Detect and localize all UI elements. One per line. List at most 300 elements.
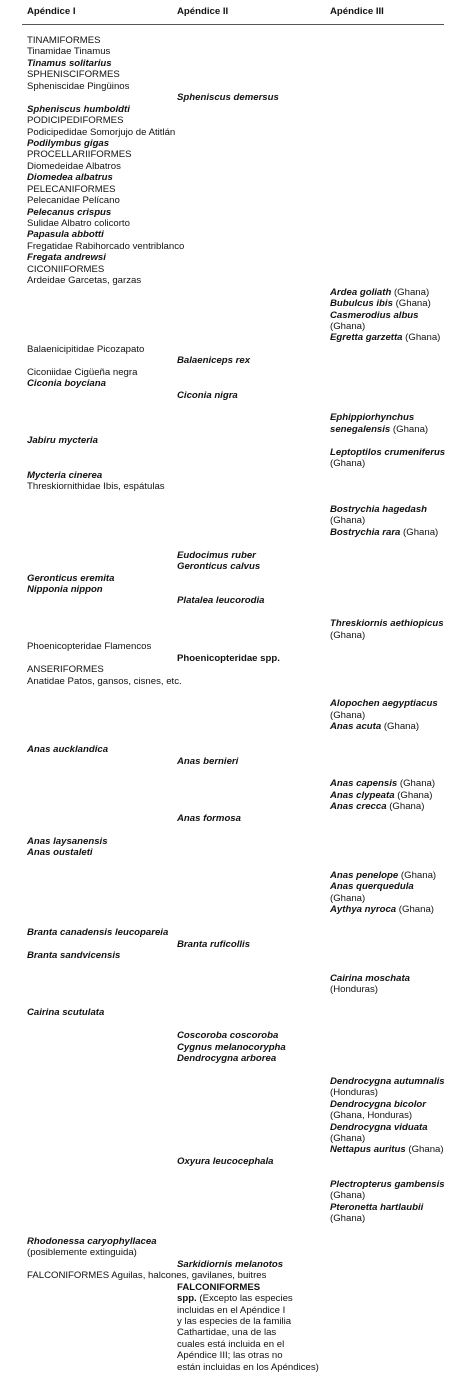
appendix-3-cell — [330, 881, 414, 892]
species-name: Anas crecca — [330, 801, 387, 813]
table-row — [0, 275, 467, 286]
table-row — [0, 35, 467, 46]
species-name: Anas aucklandica — [27, 744, 109, 756]
appendix-3-cell — [330, 1110, 412, 1121]
table-row — [0, 618, 467, 629]
species-name: Branta canadensis leucopareia — [27, 927, 169, 939]
cell-text: PROCELLARIIFORMES — [27, 149, 132, 161]
table-row — [0, 355, 467, 366]
table-row — [0, 367, 467, 378]
appendix-3-cell — [330, 298, 431, 309]
species-name: Cairina moschata — [330, 972, 410, 984]
appendix-2-cell — [177, 1350, 283, 1361]
table-row — [0, 493, 467, 504]
species-name: Pteronetta hartlaubii — [330, 1201, 424, 1213]
table-row — [0, 115, 467, 126]
table-row — [0, 756, 467, 767]
cell-text: cuales está incluida en el — [177, 1338, 285, 1350]
appendix-1-cell — [27, 1236, 157, 1247]
table-row — [0, 778, 467, 789]
appendix-1-cell — [27, 378, 106, 389]
table-row — [0, 1053, 467, 1064]
table-row — [0, 584, 467, 595]
appendix-3-cell — [330, 904, 434, 915]
table-row — [0, 515, 467, 526]
cell-text: TINAMIFORMES — [27, 35, 101, 46]
appendix-1-cell — [27, 676, 182, 687]
appendix-2-cell — [177, 813, 241, 824]
appendix-1-cell — [27, 744, 108, 755]
cell-text: (Ghana) — [330, 629, 366, 641]
appendix-2-cell — [177, 1327, 276, 1338]
appendix-1-cell — [27, 104, 130, 115]
appendix-2-cell — [177, 1053, 276, 1064]
species-name: Ardea goliath — [330, 286, 392, 298]
appendix-1-cell — [27, 172, 113, 183]
table-row — [0, 733, 467, 744]
table-row — [0, 1327, 467, 1338]
cell-text: están incluidas en los Apéndices) — [177, 1361, 319, 1373]
species-name: Sarkidiornis melanotos — [177, 1258, 284, 1270]
appendix-3-cell — [330, 984, 378, 995]
cell-text: SPHENISCIFORMES — [27, 69, 120, 81]
table-row — [0, 378, 467, 389]
species-name: Leptoptilos crumeniferus — [330, 446, 446, 458]
header-appendix-3: Apéndice III — [330, 6, 384, 17]
table-row — [0, 1179, 467, 1190]
table-row — [0, 470, 467, 481]
species-name: Coscoroba coscoroba — [177, 1030, 279, 1042]
species-name: Oxyura leucocephala — [177, 1155, 274, 1167]
table-row — [0, 1110, 467, 1121]
appendix-2-cell — [177, 1282, 260, 1293]
table-row — [0, 46, 467, 57]
table-row — [0, 321, 467, 332]
appendix-3-cell — [330, 973, 410, 984]
table-row — [0, 676, 467, 687]
species-name: Aythya nyroca — [330, 904, 397, 916]
cell-text: (Ghana) — [330, 1213, 366, 1225]
table-row — [0, 1236, 467, 1247]
appendix-1-cell — [27, 207, 111, 218]
appendix-3-cell — [330, 310, 419, 321]
species-name: Jabiru mycteria — [27, 435, 98, 447]
cell-text: Phoenicopteridae Flamencos — [27, 641, 152, 653]
table-row — [0, 790, 467, 801]
species-name: Egretta garzetta — [330, 332, 403, 344]
table-row — [0, 412, 467, 423]
species-name: Dendrocygna arborea — [177, 1052, 277, 1064]
table-row — [0, 927, 467, 938]
cell-text: Pelecanidae Pelícano — [27, 195, 120, 207]
appendix-1-cell — [27, 1007, 104, 1018]
species-name: Geronticus eremita — [27, 572, 115, 584]
appendix-1-cell — [27, 664, 104, 675]
table-row — [0, 447, 467, 458]
table-row — [0, 984, 467, 995]
cell-text: Ciconiidae Cigüeña negra — [27, 366, 138, 378]
table-row — [0, 229, 467, 240]
appendix-3-cell — [330, 778, 435, 789]
cell-text: Tinamidae Tinamus — [27, 46, 111, 58]
appendix-2-cell — [177, 653, 280, 664]
appendix-2-cell — [177, 550, 256, 561]
appendix-3-cell — [330, 1213, 365, 1224]
appendix-1-cell — [27, 127, 175, 138]
table-row — [0, 950, 467, 961]
appendix-1-cell — [27, 252, 106, 263]
appendix-2-cell — [177, 1030, 278, 1041]
table-row — [0, 310, 467, 321]
appendix-2-cell — [177, 756, 238, 767]
species-name: Nipponia nippon — [27, 584, 103, 595]
table-row — [0, 104, 467, 115]
appendix-1-cell — [27, 481, 165, 492]
appendix-2-cell — [177, 1362, 319, 1373]
table-row — [0, 298, 467, 309]
cell-text: PODICIPEDIFORMES — [27, 115, 124, 127]
appendix-2-cell — [177, 355, 250, 366]
cell-text: (Ghana) — [390, 423, 429, 435]
table-row — [0, 161, 467, 172]
appendix-3-cell — [330, 1133, 365, 1144]
table-row — [0, 607, 467, 618]
appendix-3-cell — [330, 447, 445, 458]
appendix-3-cell — [330, 893, 365, 904]
species-name: Plectropterus gambensis — [330, 1178, 445, 1190]
table-row — [0, 195, 467, 206]
table-row — [0, 1270, 467, 1281]
table-row — [0, 847, 467, 858]
cell-text: (Excepto las especies — [196, 1293, 293, 1305]
table-row — [0, 859, 467, 870]
appendix-3-cell — [330, 1144, 444, 1155]
appendix-3-cell — [330, 1076, 445, 1087]
table-row — [0, 595, 467, 606]
appendix-1-cell — [27, 218, 130, 229]
table-row — [0, 92, 467, 103]
table-row — [0, 1213, 467, 1224]
appendix-3-cell — [330, 1087, 378, 1098]
table-row — [0, 172, 467, 183]
appendix-1-cell — [27, 836, 108, 847]
table-row — [0, 138, 467, 149]
table-row — [0, 1259, 467, 1270]
appendix-1-cell — [27, 275, 141, 286]
species-name: Anas capensis — [330, 778, 398, 790]
appendix-2-cell — [177, 1316, 291, 1327]
table-row — [0, 893, 467, 904]
table-row — [0, 996, 467, 1007]
cell-text: (Ghana) — [400, 526, 439, 538]
cell-text: (Ghana) — [330, 458, 366, 470]
appendix-3-cell — [330, 1099, 426, 1110]
cell-text: (Ghana) — [392, 298, 431, 310]
table-row — [0, 1339, 467, 1350]
species-name: Bostrychia hagedash — [330, 503, 428, 515]
species-name: Anas penelope — [330, 869, 399, 881]
table-row — [0, 264, 467, 275]
table-row — [0, 904, 467, 915]
species-name: Anas acuta — [330, 721, 382, 733]
cell-text: incluidas en el Apéndice I — [177, 1304, 286, 1316]
table-row — [0, 1167, 467, 1178]
species-name: Tinamus solitarius — [27, 57, 112, 69]
cell-text: (Ghana) — [330, 1133, 366, 1144]
table-row — [0, 127, 467, 138]
species-name: Cairina scutulata — [27, 1007, 105, 1019]
appendix-3-cell — [330, 412, 414, 423]
species-table — [0, 35, 467, 1373]
table-row — [0, 1042, 467, 1053]
table-row — [0, 801, 467, 812]
table-row — [0, 721, 467, 732]
species-name: Cygnus melanocorypha — [177, 1041, 286, 1053]
appendix-1-cell — [27, 138, 109, 149]
table-row — [0, 1007, 467, 1018]
table-row — [0, 69, 467, 80]
appendix-1-cell — [27, 195, 120, 206]
table-row — [0, 1282, 467, 1293]
cell-text: (Ghana) — [381, 721, 420, 733]
table-row — [0, 916, 467, 927]
cell-text: (Ghana) — [330, 320, 366, 332]
appendix-3-cell — [330, 1202, 423, 1213]
appendix-1-cell — [27, 584, 103, 595]
appendix-3-cell — [330, 698, 438, 709]
table-row — [0, 1362, 467, 1373]
species-name: Platalea leucorodia — [177, 595, 265, 607]
table-row — [0, 435, 467, 446]
appendix-1-cell — [27, 573, 114, 584]
cell-text: Anatidae Patos, gansos, cisnes, etc. — [27, 675, 182, 687]
cell-text: (Ghana) — [397, 778, 436, 790]
table-row — [0, 550, 467, 561]
species-name: senegalensis — [330, 423, 391, 435]
table-row — [0, 824, 467, 835]
table-row — [0, 881, 467, 892]
table-row — [0, 687, 467, 698]
table-row — [0, 527, 467, 538]
table-row — [0, 641, 467, 652]
cell-text: (Ghana) — [396, 904, 434, 916]
table-row — [0, 961, 467, 972]
species-name: Spheniscus demersus — [177, 92, 279, 104]
appendix-2-cell — [177, 1156, 274, 1167]
appendix-2-cell — [177, 1305, 285, 1316]
appendix-3-cell — [330, 1190, 365, 1201]
appendix-1-cell — [27, 69, 120, 80]
table-row — [0, 630, 467, 641]
appendix-2-cell — [177, 561, 260, 572]
table-row — [0, 1099, 467, 1110]
appendix-1-cell — [27, 344, 144, 355]
appendix-3-cell — [330, 801, 424, 812]
appendix-2-cell — [177, 595, 264, 606]
cell-text: (Ghana, Honduras) — [330, 1110, 413, 1122]
table-row — [0, 252, 467, 263]
appendix-1-cell — [27, 470, 102, 481]
species-name: Anas querquedula — [330, 881, 414, 893]
table-row — [0, 1076, 467, 1087]
cell-text: FALCONIFORMES Aguilas, halcones, gavilanes, buitres — [27, 1270, 267, 1282]
species-name: Anas bernieri — [177, 755, 239, 767]
table-row — [0, 207, 467, 218]
cell-text: PELECANIFORMES — [27, 183, 116, 195]
cell-text: (Ghana) — [398, 869, 437, 881]
cell-text: Diomedeidae Albatros — [27, 160, 121, 172]
table-row — [0, 58, 467, 69]
table-row — [0, 241, 467, 252]
table-row — [0, 332, 467, 343]
species-name: Branta sandvicensis — [27, 950, 121, 961]
species-name: Bostrychia rara — [330, 526, 401, 538]
table-row — [0, 424, 467, 435]
table-row — [0, 344, 467, 355]
appendix-3-cell — [330, 710, 365, 721]
table-row — [0, 561, 467, 572]
appendix-3-cell — [330, 630, 365, 641]
species-name: Diomedea albatrus — [27, 172, 113, 184]
cell-text: (Ghana) — [391, 286, 430, 298]
cell-text: y las especies de la familia — [177, 1316, 292, 1327]
appendix-2-cell — [177, 1339, 284, 1350]
appendix-2-cell — [177, 939, 250, 950]
species-name: Ciconia nigra — [177, 389, 238, 401]
species-name: Bubulcus ibis — [330, 298, 393, 310]
table-row — [0, 1305, 467, 1316]
species-name: Anas clypeata — [330, 789, 395, 801]
table-row — [0, 504, 467, 515]
appendix-3-cell — [330, 424, 428, 435]
table-row — [0, 401, 467, 412]
table-row — [0, 767, 467, 778]
table-row — [0, 1144, 467, 1155]
appendix-3-cell — [330, 527, 438, 538]
species-name: Papasula abbotti — [27, 229, 104, 241]
appendix-3-cell — [330, 287, 429, 298]
cell-text: (Ghana) — [330, 892, 366, 904]
cell-text: Podicipedidae Somorjujo de Atitlán — [27, 126, 176, 138]
cell-text: Sulidae Albatro colicorto — [27, 218, 130, 229]
cell-text: Fregatidae Rabihorcado ventriblanco — [27, 240, 185, 252]
appendix-3-cell — [330, 1122, 428, 1133]
appendix-2-cell — [177, 92, 279, 103]
header-appendix-2: Apéndice II — [177, 6, 229, 17]
table-row — [0, 1190, 467, 1201]
appendix-1-cell — [27, 264, 104, 275]
table-row — [0, 1156, 467, 1167]
table-row — [0, 1350, 467, 1361]
table-row — [0, 836, 467, 847]
appendix-3-cell — [330, 458, 365, 469]
header-rule — [22, 24, 444, 25]
cell-text: Phoenicopteridae spp. — [177, 652, 280, 664]
cell-text: Cathartidae, una de las — [177, 1327, 277, 1339]
appendix-1-cell — [27, 184, 116, 195]
cell-text: (posiblemente extinguida) — [27, 1247, 137, 1259]
species-name: Branta ruficollis — [177, 938, 251, 950]
cell-text: Ardeidae Garcetas, garzas — [27, 275, 142, 287]
appendix-3-cell — [330, 790, 432, 801]
appendix-1-cell — [27, 1247, 137, 1258]
table-row — [0, 1202, 467, 1213]
cell-text: Apéndice III; las otras no — [177, 1350, 283, 1362]
table-row — [0, 870, 467, 881]
table-row — [0, 538, 467, 549]
cell-text: FALCONIFORMES — [177, 1281, 261, 1293]
appendix-1-cell — [27, 46, 110, 57]
cell-text: Spheniscidae Pingüinos — [27, 80, 130, 92]
cell-text: (Ghana) — [330, 709, 366, 721]
species-name: Anas formosa — [177, 812, 241, 824]
table-row — [0, 1247, 467, 1258]
table-row — [0, 1316, 467, 1327]
appendix-3-cell — [330, 321, 365, 332]
species-name: Dendrocygna viduata — [330, 1121, 428, 1133]
table-row — [0, 1019, 467, 1030]
appendix-1-cell — [27, 927, 168, 938]
table-row — [0, 390, 467, 401]
species-name: Fregata andrewsi — [27, 252, 106, 264]
table-row — [0, 481, 467, 492]
cell-text: (Ghana) — [405, 1144, 444, 1156]
table-row — [0, 1064, 467, 1075]
table-row — [0, 664, 467, 675]
appendix-1-cell — [27, 149, 132, 160]
table-row — [0, 184, 467, 195]
appendix-1-cell — [27, 367, 137, 378]
table-row — [0, 939, 467, 950]
species-name: Anas laysanensis — [27, 835, 108, 847]
species-name: Threskiornis aethiopicus — [330, 618, 444, 630]
table-row — [0, 1225, 467, 1236]
cell-text: (Ghana) — [330, 515, 366, 527]
cell-text: CICONIIFORMES — [27, 263, 105, 275]
species-name: Dendrocygna bicolor — [330, 1098, 426, 1110]
species-name: Geronticus calvus — [177, 561, 261, 573]
appendix-3-cell — [330, 515, 365, 526]
table-row — [0, 1293, 467, 1304]
species-name: Dendrocygna autumnalis — [330, 1075, 445, 1087]
table-row — [0, 458, 467, 469]
appendix-3-cell — [330, 332, 440, 343]
appendix-1-cell — [27, 81, 129, 92]
appendix-3-cell — [330, 721, 419, 732]
table-row — [0, 218, 467, 229]
appendix-1-cell — [27, 58, 112, 69]
cell-text: Threskiornithidae Ibis, espátulas — [27, 481, 165, 493]
species-name: Balaeniceps rex — [177, 355, 251, 367]
cell-text: (Honduras) — [330, 1087, 378, 1099]
appendix-1-cell — [27, 115, 123, 126]
appendix-1-cell — [27, 229, 104, 240]
cell-text: (Ghana) — [386, 801, 425, 813]
appendix-1-cell — [27, 1270, 266, 1281]
appendix-2-cell — [177, 1293, 293, 1304]
table-row — [0, 81, 467, 92]
appendix-1-cell — [27, 435, 98, 446]
species-name: Pelecanus crispus — [27, 206, 112, 218]
appendix-3-cell — [330, 870, 436, 881]
appendix-2-cell — [177, 1042, 286, 1053]
species-name: Rhodonessa caryophyllacea — [27, 1235, 157, 1247]
species-name: Ephippiorhynchus — [330, 412, 415, 424]
cell-text: ANSERIFORMES — [27, 664, 104, 676]
table-row — [0, 653, 467, 664]
appendix-1-cell — [27, 35, 101, 46]
table-row — [0, 1122, 467, 1133]
